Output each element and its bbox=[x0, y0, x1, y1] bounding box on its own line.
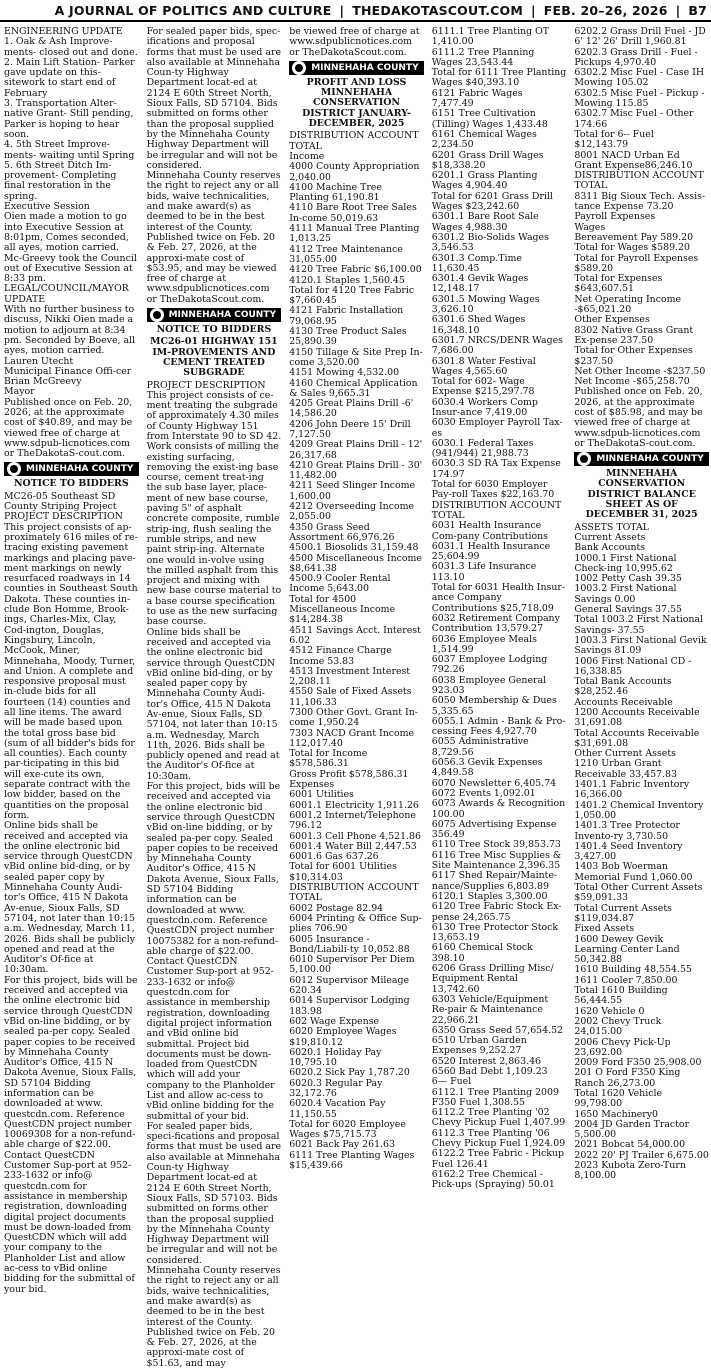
balance-sheet-text: ASSETS TOTAL Current Assets Bank Accounts 1000.1 First National Check-ing 10,995.62 1002 Petty Cash 39.35 1003.2 First National Savings 0.00 General Savings 37.55 Total 1003.2 First National Savings- 37.55 1003.3 First National Gevik Savings 81.09 1006 First National CD - 16,338.85 Total Bank Accounts $28,252.46 Accounts Receivable 1200 Accounts Receivable 31,691.08 Total Accounts Receivable $31,691.08 Other Current Assets 1210 Urban Grant Receivable 33,457.83 1401.1 Fabric Inventory 16,366.00 1401.2 Chemical Inventory 1,050.00 1401.3 Tree Protector Invento-ry 3,730.50 1401.4 Seed Inventory 3,427.00 1403 Bob Woerman Memorial Fund 1,060.00 Total Other Current Assets $59,091.33 Total Current Assets $119,034.87 Fixed Assets 1600 Dewey Gevik Learning Center Land 50,342.88 1610 Building 48,554.55 1611 Cooler 7,850.00 Total 1610 Building 56,444.55 1620 Vehicle 0 2002 Chevy Truck 24,015.00 2006 Chevy Pick-Up 23,692.00 2009 Ford F350 25,908.00 201 O Ford F350 King Ranch 26,273.00 Total 1620 Vehicle 99,798.00 1650 Machinery0 2004 JD Garden Tractor 5,500.00 2021 Bobcat 54,000.00 2022 20' PJ Trailer 6,675.00 2023 Kubota Zero-Turn 8,100.00 bbox=[574, 523, 709, 1182]
column-5 bbox=[574, 27, 709, 1077]
county-seal-icon bbox=[150, 308, 164, 322]
engineering-update-text: ENGINEERING UPDATE 1. Oak & Ash Improve-ments- closed out and done. 2. Main Lift Station- Parker gave update on this- sitework to start end of February 3. Transportation Alter-native Grant- Still pending, Parker is hoping to hear soon. 4. 5th Street Improve-ments- waiting until Spring 5. 6th Street Ditch Im-provement- Completing final restoration in the spring. Executive Session Oien made a motion to go into Executive Session at 8:01pm, Comes seconded, all ayes, motion carried. Mc-Greevy took the Council out of Executive Session at 8:33 pm. LEGAL/COUNCIL/MAYOR UPDATE With no further business to discuss, Nikki Oien made a motion to adjourn at 8:34 pm. Seconded by Boeve, all ayes, motion carried. Lauren Utecht Municipal Finance Offi-cer Brian McGreevy Mayor Published once on Feb. 20, 2026, at the approximate cost of $40.89, and may be viewed free of charge at www.sdpub-licnotices.com or TheDakotaS-cout.com. bbox=[4, 27, 139, 459]
page-number: B7 bbox=[682, 3, 707, 18]
county-banner: MINNEHAHA COUNTY bbox=[574, 452, 709, 466]
page-header: A JOURNAL OF POLITICS AND CULTURE | THEDAKOTASCOUT.COM | FEB. 20–26, 2026 | B7 bbox=[0, 0, 711, 22]
profit-loss-text: 6202.2 Grass Drill Fuel - JD 6' 12' 26' Drill 1,960.81 6202.3 Grass Drill - Fuel - Pickups 4,970.40 6302.2 Misc Fuel - Case IH Mowing 105.02 6302.5 Misc Fuel - Pickup - Mowing 115.85 6302.7 Misc Fuel - Other 174.66 Total for 6-- Fuel $12,143.79 8001 NACD Urban Ed Grant Expense86,246.10 DISTRIBUTION ACCOUNT TOTAL 8311 Big Sioux Tech. Assis-tance Expense 73.20 Payroll Expenses Wages Bereavement Pay 589.20 Total for Wages $589.20 Total for Payroll Expenses $589.20 Total for Expenses $643,607.51 Net Operating Income -$65,021.20 Other Expenses 8302 Native Grass Grant Ex-pense 237.50 Total for Other Expenses $237.50 Net Other Income -$237.50 Net Income -$65,258.70 Published once on Feb. 20, 2026, at the approximate cost of $85.98, and may be viewed free of charge at www.sdpub-licnotices.com or TheDakotaS-cout.com. bbox=[574, 27, 709, 449]
county-seal-icon bbox=[7, 462, 21, 476]
column-3 bbox=[289, 27, 424, 1077]
notice-title: NOTICE TO BIDDERS bbox=[4, 479, 139, 489]
site-name: THEDAKOTASCOUT.COM bbox=[346, 3, 529, 18]
notice-subtitle: MC26-01 HIGHWAY 151 IM-PROVEMENTS AND CEMENT TREATED SUBGRADE bbox=[147, 337, 282, 378]
notice-body: PROJECT DESCRIPTION This project consists of ce-ment treating the subgrade of approximately 4.30 miles of County Highway 151 from Interstate 90 to SD 42. Work consists of milling the existing surfacing, removing the exist-ing base course, cement treat-ing the sub base layer, place-ment of new base course, paving 5" of asphalt concrete composite, rumble strip-ing, flush sealing the rumble strips, and new paint strip-ing. Alternate one would in-volve using the milled asphalt from this project and mixing with new base course material to a base course specification to use as the new surfacing base course. Online bids shall be received and accepted via the online electronic bid service through QuestCDN vBid online bid-ding, or by sealed paper copy by Minnehaha County Audi-tor's Office, 415 N Dakota Av-enue, Sioux Falls, SD 57104, not later than 10:15 a.m. Wednesday, March 11th, 2026. Bids shall be publicly opened and read at the Auditor's Of-fice at 10:30am. For this project, bids will be received and accepted via the online electronic bid service through QuestCDN vBid on-line bidding, or by sealed pa-per copy. Sealed paper copies to be received by Minnehaha County Auditor's Office, 415 N Dakota Avenue, Sioux Falls, SD 57104 Bidding information can be downloaded at www. questcdn.com. Reference QuestCDN project number 10075382 for a non-refund-able charge of $22.00. Contact QuestCDN Customer Sup-port at 952-233-1632 or info@ questcdn.com for assistance in membership registration, downloading digital project information and vBid online bid submittal. Project bid documents must be down-loaded from QuestCDN which will add your company to the Planholder List and allow ac-cess to vBid online bidding for the submittal of your bid. For sealed paper bids, speci-fications and proposal forms that must be used are also available at Minnehaha Coun-ty Highway Department locat-ed at 2124 E 60th Street North, Sioux Falls, SD 57103. Bids submitted on forms other than the proposal supplied by the Minnehaha County Highway Department will be irregular and will not be considered. Minnehaha County reserves the right to reject any or all bids, waive technicalities, and make award(s) as deemed to be in the best interest of the County. Published twice on Feb. 20 & Feb. 27, 2026, at the approxi-mate cost of $51.63, and may bbox=[147, 381, 282, 1369]
county-banner: MINNEHAHA COUNTY bbox=[289, 61, 424, 75]
notice-columns bbox=[4, 27, 709, 1077]
county-banner: MINNEHAHA COUNTY bbox=[4, 462, 139, 476]
notice-body: be viewed free of charge at www.sdpublicnotices.com or TheDakotaScout.com. bbox=[289, 27, 424, 58]
notice-title: MINNEHAHA CONSERVATION DISTRICT BALANCE SHEET AS OF DECEMBER 31, 2025 bbox=[574, 469, 709, 520]
issue-date: FEB. 20–26, 2026 bbox=[538, 3, 674, 18]
notice-body: MC26-05 Southeast SD County Striping Project PROJECT DESCRIPTION This project consists of ap-proximately 616 miles of re-tracing existing pavement markings and placing pave-ment markings on newly resurfaced roadways in 14 counties in Southeast South Dakota. These counties in-clude Bon Homme, Brook-ings, Charles-Mix, Clay, Cod-ington, Douglas, Kingsbury, Lincoln, McCook, Miner, Minnehaha, Moody, Turner, and Union. A complete and responsive proposal must in-clude bids for all fourteen (14) counties and all line items. The award will be made based upon the total gross base bid (sum of all bidder's bids for all counties). Each county par-ticipating in this bid will exe-cute its own, separate contract with the low bidder, based on the quantities on the proposal form. Online bids shall be received and accepted via the online electronic bid service through QuestCDN vBid online bid-ding, or by sealed paper copy by Minnehaha County Audi-tor's Office, 415 N Dakota Av-enue, Sioux Falls, SD 57104, not later than 10:15 a.m. Wednesday, March 11, 2026. Bids shall be publicly opened and read at the Auditor's Of-fice at 10:30am. For this project, bids will be received and accepted via the online electronic bid service through QuestCDN vBid on-line bidding, or by sealed pa-per copy. Sealed paper copies to be received by Minnehaha County Auditor's Office, 415 N Dakota Avenue, Sioux Falls, SD 57104 Bidding information can be downloaded at www. questcdn.com. Reference QuestCDN project number 10069308 for a non-refund-able charge of $22.00. Contact QuestCDN Customer Sup-port at 952-233-1632 or info@ questcdn.com for assistance in membership registration, downloading digital project documents must be down-loaded from QuestCDN which will add your company to the Planholder List and allow ac-cess to vBid online bidding for the submittal of your bid. bbox=[4, 492, 139, 1295]
profit-loss-text: DISTRIBUTION ACCOUNT TOTAL Income 4000 County Appropriation 2,040.00 4100 Machine Tree Planting 61,190.81 4110 Bare Root Tree Sales In-come 50,019.63 4111 Manual Tree Planting 1,013.25 4112 Tree Maintenance 31,055.00 4120 Tree Fabric $6,100.00 4120.1 Staples 1,560.45 Total for 4120 Tree Fabric $7,660.45 4121 Fabric Installation 79,068.95 4130 Tree Product Sales 25,890.39 4150 Tillage & Site Prep In-come 3,520.00 4151 Mowing 4,532.00 4160 Chemical Application & Sales 9,665.31 4205 Great Plains Drill -6' 14,586.20 4206 John Deere 15' Drill 7,127.50 4209 Great Plains Drill - 12' 26,317.68 4210 Great Plains Drill - 30' 11,482.00 4211 Seed Slinger Income 1,600.00 4212 Overseeding Income 2,055.00 4350 Grass Seed Assortment 66,976.26 4500.1 Biosolids 31,159.48 4500 Miscellaneous Income $8,641.38 4500.9 Cooler Rental Income 5,643.00 Total for 4500 Miscellaneous Income $14,284.38 4511 Savings Acct. Interest 6.02 4512 Finance Charge Income 53.83 4513 Investment Interest 2,208.11 4550 Sale of Fixed Assets 11,106.33 7300 Other Govt. Grant In-come 1,950.24 7303 NACD Grant Income 112,017.40 Total for Income $578,586.31 Gross Profit $578,586.31 Expenses 6001 Utilities 6001.1 Electricity 1,911.26 6001.2 Internet/Telephone 796.12 6001.3 Cell Phone 4,521.86 6001.4 Water Bill 2,447.53 6001.6 Gas 637.26 Total for 6001 Utilities $10,314.03 DISTRIBUTION ACCOUNT TOTAL 6002 Postage 82.94 6004 Printing & Office Sup-plies 706.90 6005 Insurance - Bond/Liabili-ty 10,052.88 6010 Supervisor Per Diem 5,100.00 6012 Supervisor Mileage 620.34 6014 Supervisor Lodging 183.98 602 Wage Expense 6020 Employee Wages $19,810.12 6020.1 Holiday Pay 10,795.10 6020.2 Sick Pay 1,787.20 6020.3 Regular Pay 32,172.76 6020.4 Vacation Pay 11,150.55 Total for 6020 Employee Wages $75,715.73 6021 Back Pay 261.63 6111 Tree Planting Wages $15,439.66 bbox=[289, 131, 424, 1171]
notice-body: For sealed paper bids, spec-ifications and proposal forms that must be used are also available at Minnehaha Coun-ty Highway Department locat-ed at 2124 E 60th Street North, Sioux Falls, SD 57104. Bids submitted on forms other than the proposal supplied by the Minnehaha County Highway Department will be irregular and will not be considered. Minnehaha County reserves the right to reject any or all bids, waive technicalities, and make award(s) as deemed to be in the best interest of the County. Published twice on Feb. 20 & Feb. 27, 2026, at the approxi-mate cost of $53.95, and may be viewed free of charge at www.sdpublicnotices.com or TheDakotaScout.com. bbox=[147, 27, 282, 305]
publication-tagline: A JOURNAL OF POLITICS AND CULTURE bbox=[49, 3, 338, 18]
county-seal-icon bbox=[292, 61, 306, 75]
column-4 bbox=[432, 27, 567, 1077]
column-2 bbox=[147, 27, 282, 1077]
notice-title: NOTICE TO BIDDERS bbox=[147, 325, 282, 335]
county-banner: MINNEHAHA COUNTY bbox=[147, 308, 282, 322]
notice-title: PROFIT AND LOSS MINNEHAHA CONSERVATION DISTRICT JANUARY-DECEMBER, 2025 bbox=[289, 78, 424, 129]
profit-loss-text: 6111.1 Tree Planting OT 1,410.00 6111.2 Tree Planning Wages 23,543.44 Total for 6111 Tree Planting Wages $40,393.10 6121 Fabric Wages 7,477.49 6151 Tree Cultivation (Tilling) Wages 1,433.48 6161 Chemical Wages 2,234.50 6201 Grass Drill Wages $18,338.20 6201.1 Grass Planting Wages 4,904.40 Total for 6201 Grass Drill Wages $23,242.60 6301.1 Bare Root Sale Wages 4,988.30 6301.2 Bio-Solids Wages 3,546.53 6301.3 Comp.Time 11,630.45 6301.4 Gevik Wages 12,148.17 6301.5 Mowing Wages 3,626.10 6301.6 Shed Wages 16,348.10 6301.7 NRCS/DENR Wages 7,686.00 6301.8 Water Festival Wages 4,565.60 Total for 602- Wage Expense $215,297.78 6030.4 Workers Comp Insur-ance 7,419.00 6030 Employer Payroll Tax-es 6030.1 Federal Taxes (941/944) 21,988.73 6030.3 SD RA Tax Expense 174.97 Total for 6030 Employer Pay-roll Taxes $22,163.70 DISTRIBUTION ACCOUNT TOTAL 6031 Health Insurance Com-pany Contributions 6031.1 Health Insurance 25,604.99 6031.3 Life Insurance 113.10 Total for 6031 Health Insur-ance Company Contributions $25,718.09 6032 Retirement Company Contribution 13,579.27 6036 Employee Meals 1,514.99 6037 Employee Lodging 792.26 6038 Employee General 923.03 6050 Membership & Dues 5,335.65 6055.1 Admin - Bank & Pro-cessing Fees 4,927.70 6055 Administrative 8,729.56 6056.3 Gevik Expenses 4,849.58 6070 Newsletter 6,405.74 6072 Events 1,092.01 6073 Awards & Recognition 100.00 6075 Advertising Expense 356.49 6110 Tree Stock 39,853.73 6116 Tree Misc Supplies & Site Maintenance 2,396.35 6117 Shed Repair/Mainte-nance/Supplies 6,803.89 6120.1 Staples 3,300.00 6120 Tree Fabric Stock Ex-pense 24,265.75 6130 Tree Protector Stock 13,653.19 6160 Chemical Stock 398.10 6206 Grass Drilling Misc/ Equipment Rental 13,742.60 6303 Vehicle/Equipment Re-pair & Maintenance 22,966.21 6350 Grass Seed 57,654.52 6510 Urban Garden Expenses 9,252.27 6520 Interest 2,863.46 6560 Bad Debt 1,109.23 6— Fuel 6112.1 Tree Planting 2009 F350 Fuel 1,308.55 6112.2 Tree Planting '02 Chevy Pickup Fuel 1,407.99 6112.3 Tree Planting '06 Chevy Pickup Fuel 1,924.09 6122.2 Tree Fabric - Pickup Fuel 126.41 6162.2 Tree Chemical - Pick-ups (Spraying) 50.01 bbox=[432, 27, 567, 1191]
column-1 bbox=[4, 27, 139, 1077]
county-seal-icon bbox=[577, 452, 591, 466]
